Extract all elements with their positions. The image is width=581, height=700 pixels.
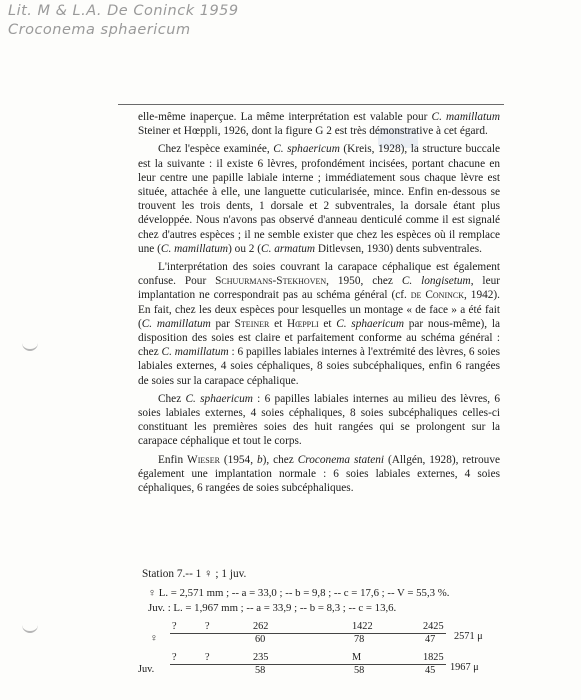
table-top-value: 235 [253, 652, 269, 663]
italic-term: Croconema stateni [297, 453, 385, 466]
table-row-label: ♀ [150, 633, 158, 644]
text-run: (1954, [219, 453, 257, 466]
text-run: Steiner et Hœppli, 1926, dont la figure G 2 est très démonstrative à cet égard. [138, 125, 488, 138]
paragraph [138, 453, 500, 496]
table-total-length: 1967 μ [450, 662, 479, 673]
italic-term: C. sphaericum [336, 317, 405, 330]
table-bottom-value: 47 [425, 634, 436, 645]
text-run: par [210, 317, 235, 330]
text-run: , 1942). En fait, chez les deux espèces pour lesquelles un montage « de face » a été fait ( [138, 289, 500, 330]
table-top-value: ? [205, 621, 210, 632]
handwritten-reference: Lit. M & L.A. De Coninck 1959 [8, 3, 239, 19]
text-run: L'interprétation des soies couvrant la carapace céphalique est également confuse. Pour [138, 261, 500, 288]
table-bottom-value: 45 [425, 665, 436, 676]
station-title: Station 7.‑‑ 1 ♀ ; 1 juv. [142, 568, 247, 580]
table-bottom-value: 58 [354, 665, 365, 676]
text-run: : 6 papilles labiales internes à l'extrémité des lèvres, 6 soies labiales externes, 4 soies céphaliques, 8 soies subcéphaliques, enfin 6 rangées de soies sur la carapace céphalique. [138, 346, 500, 387]
table-divider-line [170, 633, 446, 634]
table-top-value: ? [172, 652, 177, 663]
text-run: Ditlevsen, 1930) dents subventrales. [315, 242, 482, 255]
table-top-value: ? [205, 652, 210, 663]
italic-term: C. sphaericum [185, 392, 253, 405]
author-name: Hœppli [286, 317, 319, 330]
table-bottom-value: 78 [354, 634, 365, 645]
author-name: de Coninck [410, 289, 465, 302]
italic-term: C. mamillatum [431, 111, 500, 123]
table-top-value: 262 [253, 621, 269, 632]
author-name: Steiner [234, 317, 270, 330]
table-row-label: Juv. [138, 664, 155, 675]
table-top-value: 1422 [352, 621, 373, 632]
author-name: Schuurmans-Stekhoven [215, 275, 327, 288]
text-run: ) ou 2 ( [228, 242, 262, 255]
text-run: , leur implantation ne correspondrait pas au schéma général (cf. [138, 275, 500, 302]
article-body [138, 110, 500, 499]
italic-term: C. mamillatum [160, 242, 229, 255]
table-top-value: M [352, 652, 362, 663]
table-total-length: 2571 μ [454, 631, 483, 642]
text-run: (Kreis, 1928), la structure buccale est la suivante : il existe 6 lèvres, profondément incisées, portant chacune en leur centre une papille labiale interne ; immédiatement sous chaque lèvre est située, attachée à elle, une languette cuticularisée, mince. Enfin en-dessous se trouvent les trois dents, 1 dorsale et 2 subventrales, la dorsale étant plus développée. Nous n'avons pas observé d'anneau denticulé comme il est signalé chez d'autres espèces ; il ne semble exister que chez les espèces où il remplace une ( [138, 143, 500, 255]
juvenile-formula: Juv. : L. = 1,967 mm ; ‑‑ a = 33,9 ; ‑‑ b = 8,3 ; ‑‑ c = 13,6. [148, 602, 397, 614]
paragraph [138, 142, 500, 256]
text-run: Chez [158, 392, 186, 405]
text-run: et [269, 317, 287, 330]
text-run: (Allgén, 1928), retrouve également une implantation normale : 6 soies labiales externes, 4 soies céphaliques, 6 rangées de soies subcéphaliques. [138, 453, 500, 495]
punch-hole-mark [22, 340, 38, 351]
text-run: elle-même inaperçue. La même interprétation est valable pour [138, 111, 432, 123]
italic-term: C. mamillatum [161, 346, 229, 359]
italic-term: C. sphaericum [273, 143, 340, 156]
handwritten-species-name: Croconema sphaericum [8, 22, 191, 38]
paragraph [138, 260, 500, 388]
text-run: , 1950, chez [326, 275, 402, 288]
punch-hole-mark [22, 622, 38, 633]
text-run: ), chez [262, 453, 298, 466]
paragraph [138, 110, 500, 138]
italic-term: C. armatum [261, 242, 316, 255]
text-run: : 6 papilles labiales internes au milieu des lèvres, 6 soies labiales externes, 4 soies céphaliques, 8 soies subcéphaliques celles-ci constituant les premières soies des huit rangées qui se prolongent sur la carapace céphalique et tout le corps. [138, 392, 501, 448]
table-top-value: 1825 [423, 652, 444, 663]
table-bottom-value: 58 [255, 665, 266, 676]
italic-term: b [256, 453, 263, 466]
table-bottom-value: 60 [255, 634, 266, 645]
table-top-value: 2425 [423, 621, 444, 632]
paragraph [138, 392, 500, 449]
text-run: Enfin [158, 453, 188, 466]
header-rule [118, 104, 504, 105]
female-formula: ♀ L. = 2,571 mm ; ‑‑ a = 33,0 ; ‑‑ b = 9,8 ; ‑‑ c = 17,6 ; ‑‑ V = 55,3 %. [148, 587, 450, 599]
table-top-value: ? [172, 621, 177, 632]
author-name: Wieser [187, 453, 220, 466]
italic-term: C. mamillatum [141, 317, 211, 330]
text-run: Chez l'espèce examinée, [158, 143, 274, 156]
italic-term: C. longisetum [401, 275, 471, 288]
table-divider-line [170, 664, 446, 665]
text-run: et [318, 317, 337, 330]
text-run: par nous-même), la disposition des soies est claire et parfaitement conforme au schéma général : chez [138, 317, 500, 359]
